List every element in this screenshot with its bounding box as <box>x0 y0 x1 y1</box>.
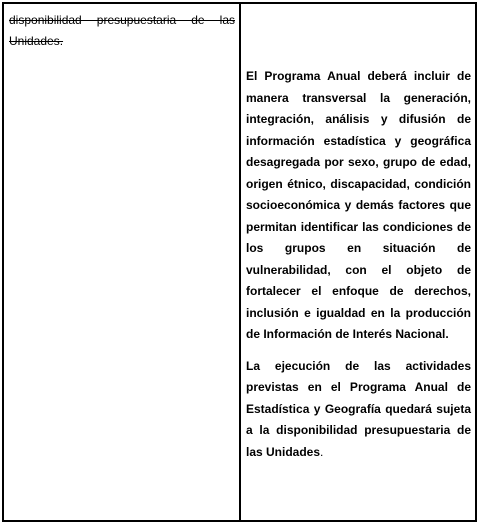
deleted-text: disponibilidad presupuestaria de las Unidades. <box>9 13 235 48</box>
paragraph-budget-period: . <box>320 444 324 459</box>
paragraph-budget-text: La ejecución de las actividades previstas en el Programa Anual de Estadística y Geografía quedará sujeta a la disponibilidad presupuestaria de las Unidades <box>246 358 471 459</box>
table-cell-right <box>241 4 475 520</box>
table-cell-left <box>4 4 241 520</box>
comparison-table <box>2 2 477 522</box>
paragraph-transversal: El Programa Anual deberá incluir de manera transversal la generación, integración, análisis y difusión de información estadística y geográfica desagregada por sexo, grupo de edad, origen étnico, discapacidad, condición socioeconómica y demás factores que permitan identificar las condiciones de los grupos en situación de vulnerabilidad, con el objeto de fortalecer el enfoque de derechos, inclusión e igualdad en la producción de Información de Interés Nacional. <box>246 69 471 341</box>
paragraph-budget <box>246 356 471 464</box>
